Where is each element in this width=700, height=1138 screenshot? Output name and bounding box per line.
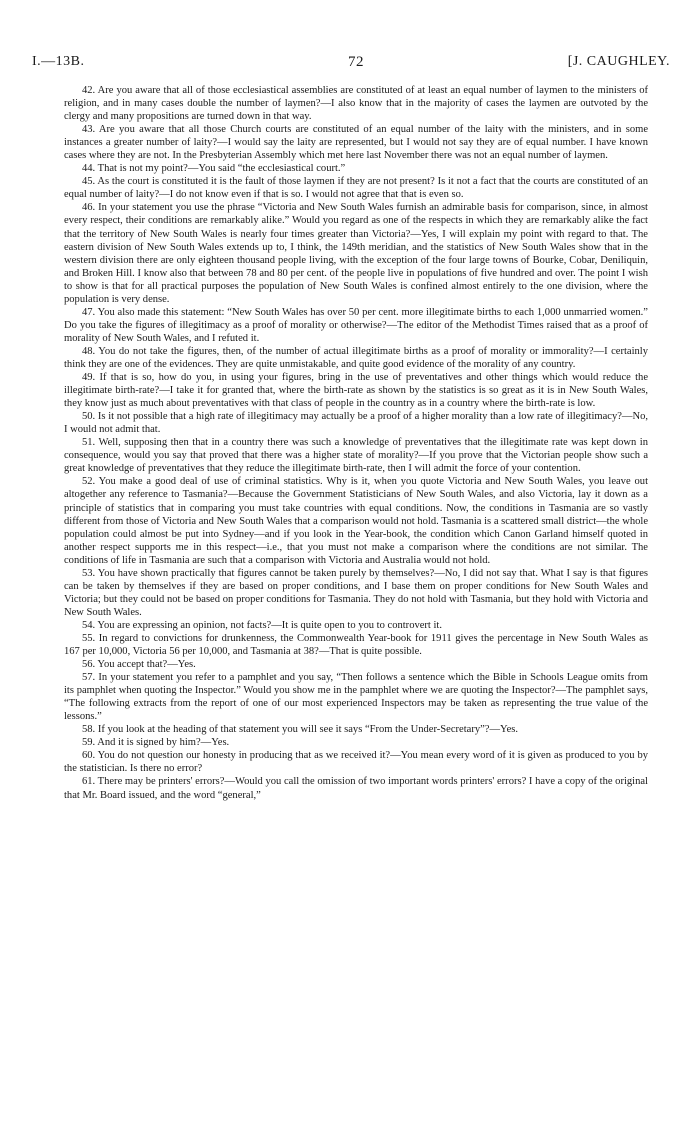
question-paragraph: 42. Are you aware that all of those ecclesiastical assemblies are constituted of at least an equal number of laymen to the ministers of religion, and in many cases double the number of laymen?—I also know that in the majority of cases the laymen are outvoted by the clergy and many propositions are turned down in that way. — [64, 85, 648, 123]
question-paragraph: 43. Are you aware that all those Church courts are constituted of an equal number of the laity with the ministers, and in some instances a greater number of laity?—I would say the laity are represented, but I would not say they are of equal number. I have known cases where they are not. In the Presbyterian Assembly which met here last November there was not an equal number of laymen. — [64, 124, 648, 162]
page-header — [32, 54, 670, 84]
question-paragraph: 53. You have shown practically that figures cannot be taken purely by themselves?—No, I did not say that. What I say is that figures can be taken by themselves if they are based on proper conditions, and I base them on proper conditions for New South Wales and Victoria; but they could not be based on proper conditions for Tasmania. They do not hold with Tasmania, but they hold with Victoria and New South Wales. — [64, 567, 648, 618]
question-paragraph: 52. You make a good deal of use of criminal statistics. Why is it, when you quote Victoria and New South Wales, you leave out altogether any reference to Tasmania?—Because the Government Statisticians of New South Wales, and also Victoria, lay it down as a principle of statistics that in comparing you must take countries with equal conditions. Now, the conditions in Tasmania are so vastly different from those of Victoria and New South Wales that a comparison would not hold. Tasmania is a scattered small district—the whole population could almost be put into Sydney—and if you look in the Year-book, the condition which Canon Garland himself quoted in another respect supports me in this respect—i.e., that you must not make a comparison where the conditions are not similar. The conditions of life in Tasmania are such that a comparison with Victoria and Australia would not hold. — [64, 476, 648, 566]
question-paragraph: 59. And it is signed by him?—Yes. — [82, 737, 230, 749]
question-paragraph: 61. There may be printers' errors?—Would you call the omission of two important words printers' errors? I have a copy of the original that Mr. Board issued, and the word “general,” — [64, 776, 648, 801]
question-paragraph: 55. In regard to convictions for drunkenness, the Commonwealth Year-book for 1911 gives the percentage in New South Wales as 167 per 10,000, Victoria 56 per 10,000, and Tasmania at 38?—That is quite possible. — [64, 632, 648, 658]
witness-name: [J. CAUGHLEY. — [567, 54, 670, 69]
question-paragraph: 48. You do not take the figures, then, of the number of actual illegitimate births as a proof of morality or immorality?—I certainly think they are one of the evidences. They are quite unmistakable, and quite good evidence of the morality of any country. — [64, 345, 648, 370]
question-paragraph: 56. You accept that?—Yes. — [82, 659, 196, 671]
question-paragraph: 51. Well, supposing then that in a country there was such a knowledge of preventatives that the illegitimate rate was kept down in consequence, would you say that proved that there was a higher state of morality?—If you prove that the Victorian people show such a great knowledge of preventatives that they reduce the illegitimate birth-rate, then I will admit the force of your contention. — [64, 437, 648, 475]
paper-reference: I.—13B. — [32, 54, 85, 69]
question-paragraph: 49. If that is so, how do you, in using your figures, bring in the use of preventatives and other things which would reduce the illegitimate birth-rate?—I take it for granted that, where the birth-rate as shown by the statistics is so great as it is in New South Wales, they know just as much about preventatives with that class of people in the country as in a country where the birth-rate is low. — [64, 372, 648, 410]
question-paragraph: 45. As the court is constituted it is the fault of those laymen if they are not present? Is it not a fact that the courts are constituted of an equal number of laity?—I do not know even if that is so. I would not agree that that is even so. — [64, 176, 648, 201]
page-number: 72 — [348, 54, 364, 70]
question-paragraph: 60. You do not question our honesty in producing that as we received it?—You mean every word of it is given as produced to you by the statistician. Is there no error? — [64, 750, 648, 775]
question-paragraph: 57. In your statement you refer to a pamphlet and you say, “Then follows a sentence which the Bible in Schools League omits from its pamphlet when quoting the Inspector.” Would you show me in the pamphlet where we are quoting the Inspector?—The pamphlet says, “The following extracts from the report of one of our most experienced Inspectors may be taken as representing the true value of the lessons.” — [64, 672, 648, 723]
question-paragraph: 50. Is it not possible that a high rate of illegitimacy may actually be a proof of a higher morality than a low rate of illegitimacy?—No, I would not admit that. — [64, 411, 648, 436]
question-paragraph: 46. In your statement you use the phrase “Victoria and New South Wales furnish an admirable basis for comparison, since, in almost every respect, their conditions are remarkably alike.” Would you regard as one of the respects in which they are remarkably alike the fact that the territory of New South Wales is nearly four times greater than Victoria?—Yes, I will explain my point with regard to that. The eastern division of New South Wales extends up to, I think, the 149th meridian, and the statistics of New South Wales show that in the western division there are only eighteen thousand people living, with the exception of the four large towns of Bourke, Cobar, Deniliquin, and Broken Hill. I know also that between 78 and 80 per cent. of the people live in populations of five hundred and over. The point I wish to show is that for all practical purposes the population of New South Wales is confined almost entirely to the one division, where the population is very dense. — [64, 202, 648, 305]
question-paragraph: 47. You also made this statement: “New South Wales has over 50 per cent. more illegitimate births to each 1,000 unmarried women.” Do you take the figures of illegitimacy as a proof of morality or otherwise?—The editor of the Methodist Times raised that as a proof of morality of New South Wales, and I refuted it. — [64, 306, 648, 344]
question-paragraph: 58. If you look at the heading of that statement you will see it says “From the Under-Secretary”?—Yes. — [82, 724, 519, 736]
question-paragraph: 44. That is not my point?—You said “the ecclesiastical court.” — [82, 163, 346, 175]
document-body — [64, 84, 648, 802]
question-paragraph: 54. You are expressing an opinion, not facts?—It is quite open to you to controvert it. — [82, 619, 442, 631]
